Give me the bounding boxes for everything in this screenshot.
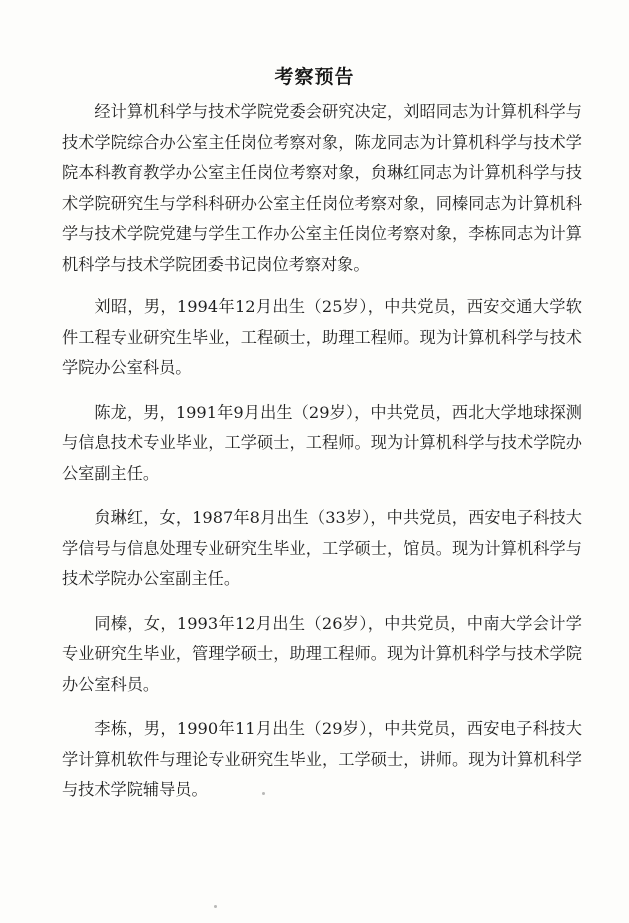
paragraph-decision: 经计算机科学与技术学院党委会研究决定，刘昭同志为计算机科学与技术学院综合办公室主任岗位考察对象，陈龙同志为计算机科学与技术学院本科教育教学办公室主任岗位考察对象，贠琳红同志为计算机科学与技术学院研究生与学科科研办公室主任岗位考察对象，同榛同志为计算机科学与技术学院党建与学生工作办公室主任岗位考察对象，李栋同志为计算机科学与技术学院团委书记岗位考察对象。 [62, 102, 582, 274]
paragraph-chen-long: 陈龙，男，1991年9月出生（29岁），中共党员，西北大学地球探测与信息技术专业毕业，工学硕士，工程师。现为计算机科学与技术学院办公室副主任。 [62, 402, 582, 483]
document-body [62, 97, 582, 820]
paragraph-tong-zhen: 同榛，女，1993年12月出生（26岁），中共党员，中南大学会计学专业研究生毕业，管理学硕士，助理工程师。现为计算机科学与技术学院办公室科员。 [62, 613, 582, 694]
paragraph-liu-zhao: 刘昭，男，1994年12月出生（25岁），中共党员，西安交通大学软件工程专业研究生毕业，工程硕士，助理工程师。现为计算机科学与技术学院办公室科员。 [62, 297, 582, 377]
paragraph-li-dong: 李栋，男，1990年11月出生（29岁），中共党员，西安电子科技大学计算机软件与理论专业研究生毕业，工学硕士，讲师。现为计算机科学与技术学院辅导员。 [62, 719, 582, 799]
scan-speck [214, 905, 217, 908]
paragraph-yun-linhong: 贠琳红，女，1987年8月出生（33岁），中共党员，西安电子科技大学信号与信息处理专业研究生毕业，工学硕士，馆员。现为计算机科学与技术学院办公室副主任。 [62, 508, 582, 588]
document-title: 考察预告 [274, 66, 355, 88]
scan-speck [262, 792, 265, 795]
